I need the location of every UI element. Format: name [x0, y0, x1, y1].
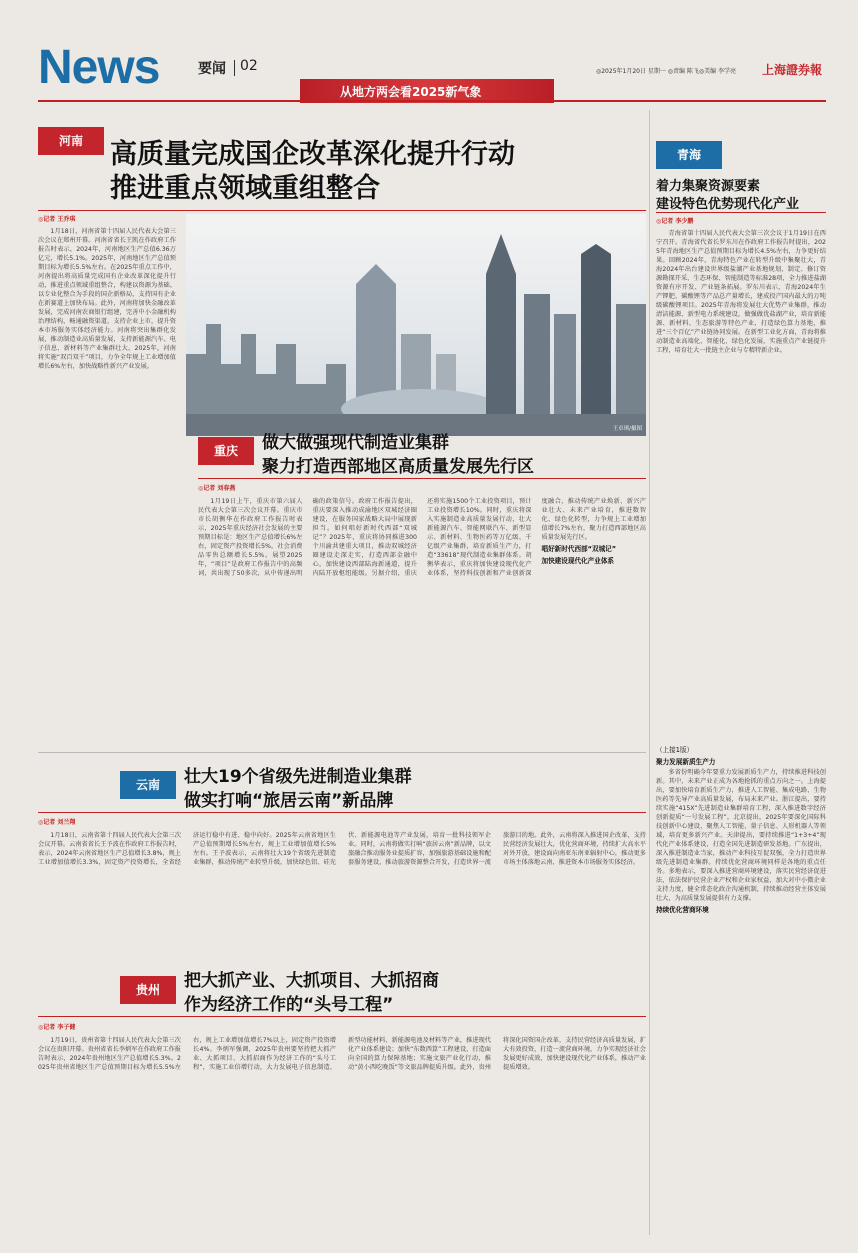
paper-name: 上海證券報: [762, 63, 823, 77]
qinghai-byline: ◎记者 李少鹏: [656, 218, 694, 225]
guizhou-headline-1: 把大抓产业、大抓项目、大抓招商: [184, 971, 439, 991]
qinghai-rule: [656, 212, 826, 213]
section-name: 要闻: [198, 61, 226, 77]
masthead-rule: [38, 100, 826, 102]
continued-body-text: 多省份明确今年要重力发展新质生产力，持续推进科技创新。其中，未来产业正成为各地抢抓的重点方向之一。上海提出，要加快培育新质生产力，推进人工智能、集成电路、生物医药等先导产业高质量发展，布局未来产业。浙江提出，要持续实施“415X”先进制造业集群培育工程，深入推进数字经济创新提质“一号发展工程”。北京提出，2025年要深化国际科技创新中心建设，聚焦人工智能、量子信息、人形机器人等领域，培育更多新兴产业。天津提出，要持续推进“1+3+4”现代化产业体系建设，打造全国先进制造研发基地。广东提出，深入推进制造业当家，推动产业科技互促双强，全力打造世界级先进制造业集群。持续优化营商环境同样是各地的重点任务。多地表示，要深入推进营商环境建设，落实民营经济促进法，依法保护民营企业产权和企业家权益，加大对中小微企业支持力度，健全常态化政企沟通机制，持续推动经营主体发展壮大，为高质量发展提供有力支撑。: [656, 769, 826, 902]
yunnan-byline: ◎记者 刘兰翔: [38, 819, 76, 826]
henan-headline-2: 推进重点领域重组整合: [110, 173, 380, 204]
qinghai-headline-1: 着力集聚资源要素: [656, 179, 761, 194]
region-tag-yunnan: 云南: [120, 771, 176, 799]
banner-text: 从地方两会看2025新气象: [340, 85, 482, 99]
guizhou-body-text: 1月19日，贵州省第十四届人民代表大会第三次会议在贵阳开幕。贵州省省长李炳军在作政府工作报告时表示，2024年贵州地区生产总值增长5.3%。2025年贵州省地区生产总值预期目标为增长5.5%左右，规上工业增加值增长7%以上，固定资产投资增长4%。李炳军强调，2025年贵州要坚持把大抓产业、大抓项目、大抓招商作为经济工作的“头号工程”，实施工业倍增行动，大力发展电子信息制造、新型功能材料、新能源电池及材料等产业，推进现代化产业体系建设；加快“东数西算”工程建设，打造面向全国的算力保障基地；实施文旅产业化行动，推动“黄小西吃晚饭”等文旅品牌提质升级。此外，贵州将深化国资国企改革，支持民营经济高质量发展，扩大有效投资，打造一流营商环境，力争实现经济社会发展更好成效，加快建设现代化产业体系，推动产业提质增效。: [38, 1037, 646, 1071]
chongqing-subhead-1: 唱好新时代西部“双城记”: [541, 545, 617, 553]
column-separator: [649, 110, 650, 1235]
region-tag-chongqing: 重庆: [198, 437, 254, 465]
henan-body-text: 1月18日，河南省第十四届人民代表大会第三次会议在郑州开幕。河南省省长王凯在作政府工作报告时表示，2024年，河南地区生产总值6.36万亿元，增长5.1%。2025年，河南地区生产总值预期目标为增长5.5%左右。在2025年重点工作中，河南提出将高质量完成国有企业改革深化提升行动，推进重点领域重组整合，构建以资源为基础、以专业化整合为手段的国企新格局，支持国有企业在新赛道上加快布局。此外，河南将加快金融改革发展，完成河南农商银行组建，完善中小金融机构治理结构，畅通融资渠道，支持企业上市，提升资本市场服务实体经济能力。河南将突出集群化发展，推动制造业高质量发展，支持新能源汽车、电子信息、新材料等产业集群壮大。2025年，河南将实施“双百双千”项目，力争全年规上工业增加值增长6%左右，加快战略性新兴产业发展。: [38, 228, 176, 370]
guizhou-body: [38, 1036, 646, 1236]
chongqing-body-text: 1月19日上午，重庆市第六届人民代表大会第三次会议开幕。重庆市市长胡衡华在作政府工作报告时表示，2025年重庆经济社会发展的主要预期目标是：地区生产总值增长6%左右，固定资产投资增长5%，社会消费品零售总额增长5.5%。展望2025年，“项目”是政府工作报告中的高频词，共出现了50多次，从中传递出明确的政策信号。政府工作报告提出，重庆要深入推动成渝地区双城经济圈建设，在服务国家战略大局中展现新担当。如何唱好新时代西部“双城记”？2025年，重庆将协同推进300个川渝共建重大项目，推动双城经济圈建设走深走实，打造西部金融中心，加快建设西部陆海新通道，提升内陆开放枢纽能级。另据介绍，重庆还将实施1500个工业投资项目，预计工业投资增长10%。同时，重庆将深入实施制造业高质量发展行动，壮大新能源汽车、智能网联汽车、新型显示、新材料、生物医药等万亿级、千亿级产业集群，培育新质生产力，打造“33618”现代制造业集群体系。胡衡华表示，重庆将加快建设现代化产业体系，坚持科技创新和产业创新深度融合，推动传统产业焕新、新兴产业壮大、未来产业培育，推进数智化、绿色化转型，力争规上工业增加值增长7%左右，聚力打造西部地区高质量发展先行区。: [198, 498, 646, 577]
city-skyline-photo: [186, 214, 646, 436]
henan-rule: [38, 210, 646, 211]
region-tag-qinghai: 青海: [656, 141, 722, 169]
henan-byline: ◎记者 王乔琪: [38, 216, 76, 223]
photo-credit: 王卓琪/摄图: [612, 426, 642, 432]
yunnan-headline-1: 壮大19个省级先进制造业集群: [184, 767, 412, 787]
henan-headline-1: 高质量完成国企改革深化提升行动: [110, 139, 515, 170]
continued-article: [656, 743, 826, 1233]
skyline-illustration: [186, 214, 646, 436]
guizhou-rule: [38, 1016, 646, 1017]
brand-logo: News: [38, 41, 160, 94]
continued-subhead-2: 持续优化营商环境: [656, 906, 709, 914]
yunnan-top-rule: [38, 752, 646, 753]
qinghai-headline-2: 建设特色优势现代化产业: [656, 197, 800, 212]
chongqing-headline-1: 做大做强现代制造业集群: [262, 433, 449, 453]
continued-label: （上接1版）: [656, 746, 694, 754]
chongqing-headline-2: 聚力打造西部地区高质量发展先行区: [262, 457, 534, 477]
page-number: 02: [240, 58, 258, 74]
guizhou-headline-2: 作为经济工作的“头号工程”: [184, 995, 394, 1015]
chongqing-subhead-2: 加快建设现代化产业体系: [541, 557, 615, 565]
region-tag-henan: 河南: [38, 127, 104, 155]
chongqing-rule: [198, 478, 646, 479]
henan-body: [38, 227, 176, 715]
chongqing-body: [198, 497, 646, 715]
chongqing-byline: ◎记者 刘春燕: [198, 485, 236, 492]
section-divider: [234, 60, 235, 76]
yunnan-headline-2: 做实打响“旅居云南”新品牌: [184, 791, 394, 811]
continued-subhead-1: 聚力发展新质生产力: [656, 758, 716, 766]
yunnan-body-text: 1月18日，云南省第十四届人民代表大会第三次会议开幕。云南省省长王予波在作政府工作报告时，表示，2024年云南省地区生产总值增长3.8%，规上工业增加值增长3.3%，固定资产投资增长，全省经济运行稳中有进、稳中向好。2025年云南省地区生产总值预期增长5%左右，规上工业增加值增长5%左右。王予波表示，云南将壮大19个省级先进制造业集群，推动传统产业转型升级，加快绿色铝、硅光伏、新能源电池等产业发展，培育一批科技领军企业。同时，云南将做实打响“旅居云南”新品牌，以文旅融合推动服务业提质扩容，加强旅游基础设施和配套服务建设，推动旅游资源整合开发，打造世界一流旅游目的地。此外，云南将深入推进国企改革，支持民营经济发展壮大，优化营商环境，持续扩大高水平对外开放，建设面向南亚东南亚辐射中心，推动更多市场主体落地云南，推进资本市场服务实体经济。: [38, 832, 646, 866]
yunnan-rule: [38, 812, 646, 813]
yunnan-body: [38, 831, 646, 931]
region-tag-guizhou: 贵州: [120, 976, 176, 1004]
masthead: [0, 0, 858, 100]
guizhou-byline: ◎记者 李子健: [38, 1024, 76, 1031]
qinghai-body-text: 青海省第十四届人民代表大会第三次会议于1月19日在西宁召开。青海省代省长罗东川在作政府工作报告时提出，2025年青海地区生产总值预期目标为增长4.5%左右，力争更好结果。回顾2024年，青海特色产业在转型升级中集聚壮大，青海2024年出台建设世界级盐湖产业基地规划，制定、修订资源勘探开采、生态环保、智能制造等标准28项，全力推进盐湖资源有序开发、产业链条拓展。罗东川表示，青海2024年生产钾肥、碳酸锂等产品总产量增长，建成投产国内最大的万吨级碳酸锂项目。2025年青海将发展壮大优势产业集群，推动清洁能源、新型电力系统建设，做强做优盐湖产业，培育新能源、新材料、生态旅游等特色产业，打造绿色算力基地，推进“三个百亿”产业链协同发展。在新型工业化方面，青海将推动制造业高端化、智能化、绿色化发展，实施重点产业链提升工程，培育壮大一批链主企业与专精特新企业。: [656, 230, 826, 354]
qinghai-body: [656, 229, 826, 679]
dateline: ◎2025年1月20日 星期一 ◎责编 陈飞◎美编 李学亮: [596, 68, 737, 75]
